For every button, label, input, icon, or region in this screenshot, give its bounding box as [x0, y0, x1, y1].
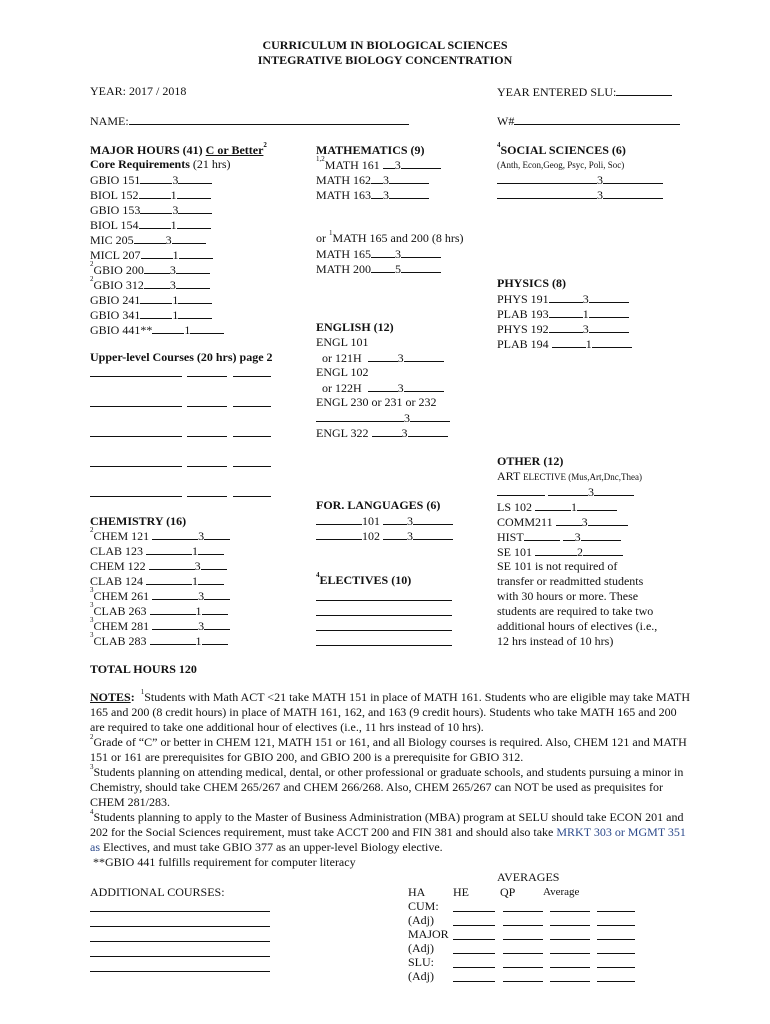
course-name: CHEM 121 [93, 529, 150, 543]
averages-cell[interactable] [597, 967, 635, 968]
engl-121h-row[interactable]: or 121H 3 [316, 350, 444, 366]
art-elective-row[interactable]: 3 [497, 484, 634, 500]
language-102-row[interactable]: 102 3 [316, 528, 453, 544]
course-name: GBIO 312 [93, 278, 144, 292]
course-name: CHEM 281 [93, 619, 150, 633]
upper-level-blank[interactable] [187, 496, 227, 497]
major-course-row[interactable] [90, 322, 224, 338]
year-entered-label: YEAR ENTERED SLU: [497, 85, 617, 99]
upper-level-blank[interactable] [90, 406, 182, 407]
engl-230-row[interactable]: 3 [316, 410, 450, 426]
chemistry-course-row[interactable]: $^3$CLAB 283 1 [90, 633, 228, 649]
course-name: PLAB 193 [497, 307, 549, 321]
averages-cell[interactable] [503, 911, 543, 912]
hist-row[interactable]: HIST 3 [497, 529, 621, 545]
se-note-line: with 30 hours or more. These [497, 589, 639, 603]
additional-course-blank[interactable] [90, 971, 270, 972]
averages-cell[interactable] [453, 967, 495, 968]
upper-level-blank[interactable] [233, 496, 271, 497]
averages-cell[interactable] [550, 967, 590, 968]
averages-cell[interactable] [503, 967, 543, 968]
social-sciences-heading: $^4$SOCIAL SCIENCES (6) [497, 141, 626, 157]
additional-course-blank[interactable] [90, 941, 270, 942]
upper-level-blank[interactable] [90, 436, 182, 437]
averages-cell[interactable] [597, 953, 635, 954]
physics-heading: PHYSICS (8) [497, 276, 567, 290]
averages-col-average: Average [543, 886, 580, 898]
languages-heading: FOR. LANGUAGES (6) [316, 498, 441, 512]
major-course-row[interactable] [90, 217, 211, 233]
course-credit: 1 [195, 634, 202, 648]
course-credit: 1 [172, 308, 179, 322]
course-credit: 3 [198, 619, 205, 633]
upper-level-heading: Upper-level Courses (20 hrs) page 2 [90, 350, 273, 364]
course-credit: 1 [192, 574, 199, 588]
major-course-row[interactable]: $^2$GBIO 200 3 [90, 262, 210, 278]
additional-course-blank[interactable] [90, 911, 270, 912]
comm-211-row[interactable]: COMM211 3 [497, 514, 628, 530]
course-name: PHYS 192 [497, 322, 549, 336]
course-credit: 3 [582, 322, 589, 336]
upper-level-blank[interactable] [90, 496, 182, 497]
upper-level-blank[interactable] [187, 436, 227, 437]
averages-cell[interactable] [597, 981, 635, 982]
averages-cell[interactable] [503, 981, 543, 982]
se-note-line: SE 101 is not required of [497, 559, 618, 573]
social-science-row-1[interactable]: 3 [497, 172, 663, 188]
major-course-row[interactable] [90, 292, 212, 308]
averages-cell[interactable] [453, 981, 495, 982]
other-heading: OTHER (12) [497, 454, 564, 468]
averages-row-label: (Adj) [408, 969, 434, 983]
engl-102-label: ENGL 102 [316, 365, 369, 379]
major-course-row[interactable] [90, 202, 212, 218]
se-note-line: transfer or readmitted students [497, 574, 644, 588]
averages-cell[interactable] [453, 925, 495, 926]
averages-col-qp: QP [500, 885, 516, 899]
upper-level-blank[interactable] [233, 376, 271, 377]
total-hours: TOTAL HOURS 120 [90, 662, 197, 676]
notes-section [90, 690, 690, 870]
language-101-row[interactable]: 101 3 [316, 513, 453, 529]
additional-courses-label: ADDITIONAL COURSES: [90, 885, 225, 899]
additional-course-blank[interactable] [90, 926, 270, 927]
upper-level-blank[interactable] [90, 376, 182, 377]
course-name: GBIO 441** [90, 323, 153, 337]
course-credit: 1 [192, 544, 199, 558]
math-alt-label: or $^1$MATH 165 and 200 (8 hrs) [316, 229, 464, 245]
se-note-line: additional hours of electives (i.e., [497, 619, 658, 633]
averages-col-he: HE [453, 885, 469, 899]
course-credit: 3 [172, 173, 179, 187]
course-credit: 3 [198, 589, 205, 603]
chemistry-course-row[interactable]: $^2$CHEM 121 3 [90, 528, 230, 544]
course-name: CHEM 261 [93, 589, 150, 603]
course-credit: 3 [172, 203, 179, 217]
se-note-line: 12 hrs instead of 10 hrs) [497, 634, 614, 648]
note-3: $^3$Students planning on attending medical, dental, or other professional or graduate schools, and students pursuing a minor in Chemistry, should take CHEM 265/267 and CHEM 266/268. Also, CHEM 265/267 can NOT be used as prequisites for CHEM 281/283. [90, 763, 684, 809]
elective-blank-1[interactable] [316, 600, 452, 601]
course-name: CLAB 123 [90, 544, 144, 558]
course-name: CHEM 122 [90, 559, 146, 573]
course-name: BIOL 154 [90, 218, 139, 232]
w-number-field[interactable] [497, 113, 680, 129]
core-requirements-heading: Core Requirements (21 hrs) [90, 157, 231, 171]
course-name: GBIO 200 [93, 263, 144, 277]
chemistry-course-row[interactable]: $^3$CLAB 263 1 [90, 603, 228, 619]
major-course-row[interactable] [90, 172, 212, 188]
note-2: $^2$Grade of “C” or better in CHEM 121, MATH 151 or 161, and all Biology courses is required. Also, CHEM 121 and MATH 151 or 161 are prerequisites for GBIO 200, and GBIO 200 is a prerequisite for GBIO 312. [90, 733, 687, 764]
averages-row-label: MAJOR [408, 927, 449, 941]
course-name: PHYS 191 [497, 292, 549, 306]
ls-102-row[interactable]: LS 102 1 [497, 499, 617, 515]
page-subtitle: INTEGRATIVE BIOLOGY CONCENTRATION [257, 53, 513, 67]
physics-course-row[interactable] [497, 336, 632, 352]
course-name: CLAB 124 [90, 574, 144, 588]
name-field[interactable] [90, 113, 409, 129]
chemistry-course-row[interactable] [90, 573, 224, 589]
course-credit: 1 [184, 323, 191, 337]
upper-level-blank[interactable] [187, 406, 227, 407]
major-course-row[interactable] [90, 232, 206, 248]
averages-cell[interactable] [550, 981, 590, 982]
course-credit: 1 [585, 337, 592, 351]
course-credit: 3 [169, 278, 176, 292]
social-sciences-note: (Anth, Econ,Geog, Psyc, Poli, Soc) [497, 160, 625, 170]
averages-row-label: (Adj) [408, 941, 434, 955]
english-heading: ENGLISH (12) [316, 320, 394, 334]
averages-cell[interactable] [597, 939, 635, 940]
averages-row-label: (Adj) [408, 913, 434, 927]
course-credit: 3 [165, 233, 172, 247]
course-name: GBIO 341 [90, 308, 141, 322]
math-162-row[interactable]: MATH 162 3 [316, 172, 429, 188]
averages-cell[interactable] [550, 911, 590, 912]
note-1: NOTES: $^1$Students with Math ACT <21 take MATH 151 in place of MATH 161. Students who are eligible may take MATH 165 and 200 (8 credit hours) in place of MATH 161, 162, and 163 (9 credit hours). Students who take MATH 165 and 200 are required to take one additional hour of electives (i.e., 11 hrs instead of 10 hrs). [90, 688, 690, 734]
chemistry-course-row[interactable]: $^3$CHEM 261 3 [90, 588, 230, 604]
course-credit: 1 [170, 188, 177, 202]
course-credit: 1 [172, 248, 179, 262]
physics-course-row[interactable] [497, 321, 629, 337]
course-credit: 3 [194, 559, 201, 573]
chemistry-course-row[interactable] [90, 558, 227, 574]
math-161-row[interactable]: $^{1,2}$MATH 161 3 [316, 157, 441, 173]
engl-230-label: ENGL 230 or 231 or 232 [316, 395, 437, 409]
averages-cell[interactable] [597, 911, 635, 912]
averages-col-ha: HA [408, 885, 426, 899]
averages-heading: AVERAGES [497, 870, 560, 884]
math-165-row[interactable]: MATH 165 3 [316, 246, 441, 262]
additional-course-blank[interactable] [90, 956, 270, 957]
art-elective-label: ART ELECTIVE (Mus,Art,Dnc,Thea) [497, 469, 643, 483]
engl-122h-row[interactable]: or 122H 3 [316, 380, 444, 396]
engl-101-label: ENGL 101 [316, 335, 369, 349]
elective-blank-2[interactable] [316, 615, 452, 616]
math-163-row[interactable]: MATH 163 3 [316, 187, 429, 203]
chemistry-course-row[interactable] [90, 543, 224, 559]
course-name: PLAB 194 [497, 337, 552, 351]
averages-cell[interactable] [597, 925, 635, 926]
major-course-row[interactable] [90, 307, 212, 323]
chemistry-heading: CHEMISTRY (16) [90, 514, 187, 528]
course-name: GBIO 151 [90, 173, 141, 187]
course-credit: 1 [172, 293, 179, 307]
averages-cell[interactable] [503, 939, 543, 940]
note-5: **GBIO 441 fulfills requirement for computer literacy [90, 855, 356, 869]
averages-cell[interactable] [453, 953, 495, 954]
electives-heading: $^4$ELECTIVES (10) [316, 571, 412, 587]
major-hours-heading: MAJOR HOURS (41) C or Better$^2$ [90, 141, 267, 157]
course-name: CLAB 283 [93, 634, 147, 648]
course-name: GBIO 241 [90, 293, 141, 307]
course-credit: 3 [198, 529, 205, 543]
se-101-row[interactable]: SE 101 2 [497, 544, 623, 560]
upper-level-blank[interactable] [90, 466, 182, 467]
note-4: $^4$Students planning to apply to the Master of Business Administration (MBA) program at SELU should take ECON 201 and 202 for the Social Sciences requirement, must take ACCT 200 and FIN 381 and should also take MRKT 303 or MGMT 351 as Electives, and must take GBIO 377 as an upper-level Biology elective. [90, 808, 686, 854]
course-name: CLAB 263 [93, 604, 147, 618]
averages-cell[interactable] [453, 911, 495, 912]
averages-row-label: SLU: [408, 955, 435, 969]
course-name: BIOL 152 [90, 188, 139, 202]
upper-level-blank[interactable] [233, 436, 271, 437]
math-200-row[interactable]: MATH 200 5 [316, 261, 441, 277]
page-title: CURRICULUM IN BIOLOGICAL SCIENCES [262, 38, 508, 52]
averages-cell[interactable] [453, 939, 495, 940]
course-name: MICL 207 [90, 248, 141, 262]
course-credit: 1 [582, 307, 589, 321]
social-science-row-2[interactable]: 3 [497, 187, 663, 203]
major-course-row[interactable] [90, 247, 213, 263]
course-credit: 3 [169, 263, 176, 277]
averages-cell[interactable] [550, 953, 590, 954]
averages-cell[interactable] [503, 953, 543, 954]
physics-course-row[interactable] [497, 291, 629, 307]
w-number-label: W# [497, 114, 515, 128]
course-name: GBIO 153 [90, 203, 141, 217]
engl-322-row[interactable]: ENGL 322 3 [316, 425, 448, 441]
course-credit: 1 [170, 218, 177, 232]
se-note-line: students are required to take two [497, 604, 654, 618]
elective-blank-4[interactable] [316, 645, 452, 646]
major-course-row[interactable] [90, 187, 211, 203]
name-label: NAME: [90, 114, 129, 128]
upper-level-blank[interactable] [187, 376, 227, 377]
averages-cell[interactable] [550, 925, 590, 926]
upper-level-blank[interactable] [187, 466, 227, 467]
physics-course-row[interactable] [497, 306, 629, 322]
year-entered-field[interactable] [497, 84, 672, 100]
averages-cell[interactable] [550, 939, 590, 940]
upper-level-blank[interactable] [233, 406, 271, 407]
course-credit: 3 [582, 292, 589, 306]
year-label: YEAR: 2017 / 2018 [90, 84, 187, 98]
upper-level-blank[interactable] [233, 466, 271, 467]
averages-cell[interactable] [503, 925, 543, 926]
chemistry-course-row[interactable]: $^3$CHEM 281 3 [90, 618, 230, 634]
averages-row-label: CUM: [408, 899, 439, 913]
course-name: MIC 205 [90, 233, 134, 247]
elective-blank-3[interactable] [316, 630, 452, 631]
major-course-row[interactable]: $^2$GBIO 312 3 [90, 277, 210, 293]
math-heading: MATHEMATICS (9) [316, 143, 425, 157]
course-credit: 1 [195, 604, 202, 618]
